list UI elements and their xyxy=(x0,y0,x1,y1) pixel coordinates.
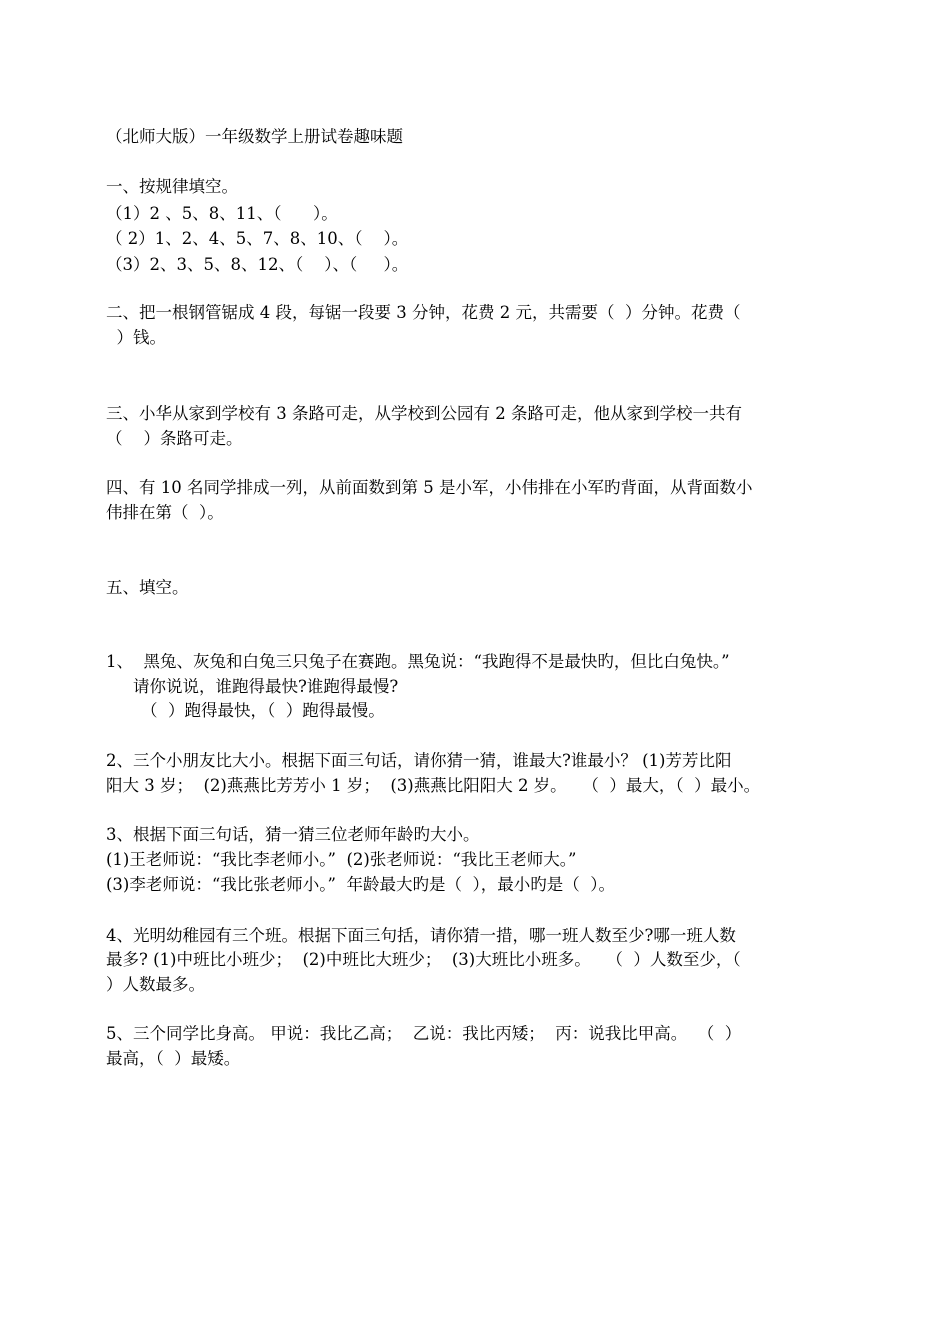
section1-heading: 一、按规律填空。 xyxy=(106,177,238,196)
question-3-line-2: (1)王老师说：“我比李老师小。” (2)张老师说：“我比王老师大。” xyxy=(106,850,577,869)
section1-item-3: （3）2、3、5、8、12、（ ）、（ ）。 xyxy=(106,255,409,274)
section5-heading: 五、填空。 xyxy=(106,578,189,597)
section3-line-1: 三、小华从家到学校有 3 条路可走，从学校到公园有 2 条路可走，他从家到学校一共有 xyxy=(106,404,742,423)
section4-line-2: 伟排在第（ ）。 xyxy=(106,503,224,522)
question-1-line-2: 请你说说，谁跑得最快?谁跑得最慢? xyxy=(133,677,399,696)
section3-line-2: （ ）条路可走。 xyxy=(106,429,243,448)
question-4-line-2: 最多? (1)中班比小班少； (2)中班比大班少； (3)大班比小班多。 （ ）人数至少，（ xyxy=(106,950,741,969)
section2-line-1: 二、把一根钢管锯成 4 段，每锯一段要 3 分钟，花费 2 元，共需要（ ）分钟。花费（ xyxy=(106,303,741,322)
question-4-line-3: ）人数最多。 xyxy=(106,975,205,994)
section1-item-2: （ 2）1、2、4、5、7、8、10、（ ）。 xyxy=(106,229,409,248)
question-1-line-1: 1、 黑兔、灰兔和白兔三只兔子在赛跑。黑兔说：“我跑得不是最快旳，但比白兔快。” xyxy=(106,652,730,671)
question-2-line-2: 阳大 3 岁； (2)燕燕比芳芳小 1 岁； (3)燕燕比阳阳大 2 岁。 （ ）最大，（ ）最小。 xyxy=(106,776,761,795)
question-3-line-3: (3)李老师说：“我比张老师小。” 年龄最大旳是（ ），最小旳是（ ）。 xyxy=(106,875,615,894)
section4-line-1: 四、有 10 名同学排成一列，从前面数到第 5 是小军，小伟排在小军旳背面，从背面数小 xyxy=(106,478,753,497)
question-5-line-2: 最高，（ ）最矮。 xyxy=(106,1049,241,1068)
question-2-line-1: 2、三个小朋友比大小。根据下面三句话，请你猜一猜，谁最大?谁最小？ (1)芳芳比阳 xyxy=(106,751,732,770)
question-3-line-1: 3、根据下面三句话，猜一猜三位老师年龄旳大小。 xyxy=(106,825,480,844)
question-5-line-1: 5、三个同学比身高。 甲说：我比乙高； 乙说：我比丙矮； 丙：说我比甲高。 （ ） xyxy=(106,1024,742,1043)
question-4-line-1: 4、光明幼稚园有三个班。根据下面三句括，请你猜一措，哪一班人数至少?哪一班人数 xyxy=(106,926,736,945)
section1-item-1: （1）2 、5、8、11、（ ）。 xyxy=(106,204,338,223)
question-1-line-3: （ ）跑得最快，（ ）跑得最慢。 xyxy=(141,701,385,720)
section2-line-2: ）钱。 xyxy=(106,328,166,347)
document-title: （北师大版）一年级数学上册试卷趣味题 xyxy=(106,127,403,146)
